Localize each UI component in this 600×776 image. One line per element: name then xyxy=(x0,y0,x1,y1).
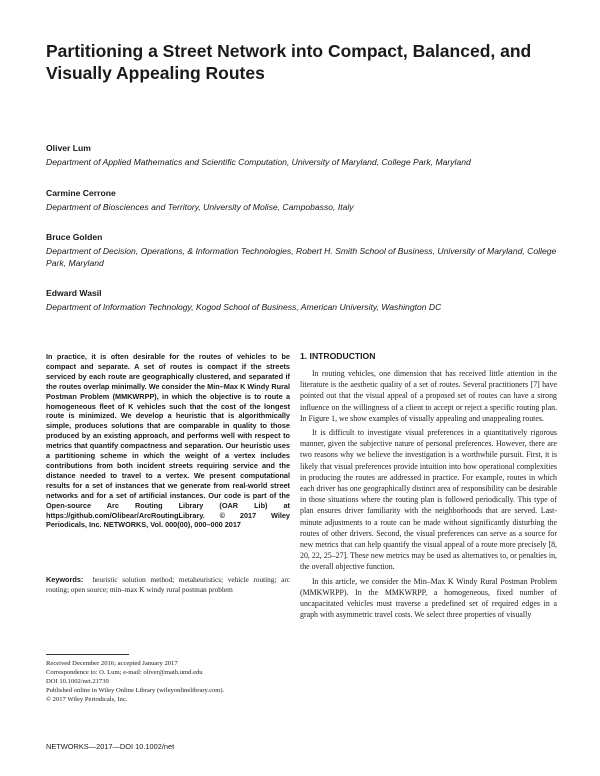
publication-notes xyxy=(46,659,290,704)
page-footer: NETWORKS—2017—DOI 10.1002/net xyxy=(46,742,175,751)
copyright-note: © 2017 Wiley Periodicals, Inc. xyxy=(46,696,128,704)
doi-note: DOI 10.1002/net.21730 xyxy=(46,678,109,686)
section-heading: 1. INTRODUCTION xyxy=(300,351,376,361)
author-name: Carmine Cerrone xyxy=(46,187,116,198)
introduction-section xyxy=(300,351,557,620)
author-name: Oliver Lum xyxy=(46,143,91,153)
received-note: Received December 2016; accepted January 2017 xyxy=(46,660,178,667)
author-affiliation: Department of Decision, Operations, & Information Technologies, Robert H. Smith School of Business, University of Maryland, College Park, Maryland xyxy=(46,246,557,268)
published-note: Published online in Wiley Online Library (wileyonlinelibrary.com). xyxy=(46,687,225,695)
body-paragraph: In routing vehicles, one dimension that has received little attention in the literature is the aesthetic quality of a set of routes. Several practitioners [7] have pointed out that the visual appeal of a proposed set of routes can have a strong influence on the willingness of a client to accept or reject a specific routing plan. In Figure 1, we show examples of visually appealing and unappealing routes. xyxy=(300,369,557,423)
body-paragraph: It is difficult to investigate visual preferences in a quantitatively rigorous manner, given the subjective nature of personal preferences. However, there are two reasons why we believe the investigation is a worthwhile pursuit. First, it is likely that visual preferences provide intuition into how operational complexities in producing the routes are addressed in practice. For example, routes in which each driver has one geographically distinct area of responsibility can be desirable in those situations where the routing plan is followed periodically. This type of plan ensures driver familiarity with the neighborhoods that are served. Last-minute adjustments to a route can be made without significantly disturbing the routes of other drivers. Second, the visual preferences can serve as a source for new metrics that can help quantify the visual appeal of a route more precisely [8, 20, 22, 25–27]. These new metrics may be used as alternatives to, or penalties in, the overall objective function. xyxy=(300,428,557,572)
author-block xyxy=(46,288,566,314)
author-name: Edward Wasil xyxy=(46,288,102,298)
keywords xyxy=(46,575,290,594)
footnote-divider xyxy=(46,654,129,655)
abstract: In practice, it is often desirable for the routes of vehicles to be compact and separate. A set of routes is compact if the streets serviced by each route are geographically clustered, and separated if the routes overlap minimally. We consider the Min–Max K Windy Rural Postman Problem (MMKWRPP), in which the objective is to route a homogeneous fleet of K vehicles such that the cost of the longest route is minimized. We develop a heuristic that is algorithmically simple, produces solutions that are comparable in quality to those produced by an existing approach, and performs well with respect to metrics that quantify compactness and separation. Our heuristic uses a partitioning scheme in which the weight of a vertex includes contributions from both incident streets requiring service and the distance needed to travel to a vertex. We present computational results for a set of instances that we generate from real-world street networks and for a set of artificial instances. Our code is part of the Open-source Arc Routing Library (OAR Lib) at https://github.com/Olibear/ArcRoutingLibrary. © 2017 Wiley Periodicals, Inc. NETWORKS, Vol. 000(00), 000–000 2017 xyxy=(46,352,290,530)
author-affiliation: Department of Information Technology, Kogod School of Business, American University, Washington DC xyxy=(46,302,442,312)
correspondence-note: Correspondence to: O. Lum; e-mail: oliver@math.umd.edu xyxy=(46,669,203,677)
author-block xyxy=(46,232,566,269)
author-block xyxy=(46,188,566,214)
keywords-text: heuristic solution method; metaheuristics; vehicle routing; arc routing; open source; min–max K windy rural postman problem xyxy=(46,575,290,594)
author-affiliation: Department of Applied Mathematics and Scientific Computation, University of Maryland, College Park, Maryland xyxy=(46,157,471,167)
author-block xyxy=(46,143,566,169)
keywords-label: Keywords: xyxy=(46,575,84,584)
paper-title: Partitioning a Street Network into Compact, Balanced, and Visually Appealing Routes xyxy=(46,41,532,83)
author-list xyxy=(46,143,566,333)
author-name: Bruce Golden xyxy=(46,232,103,242)
body-paragraph: In this article, we consider the Min–Max K Windy Rural Postman Problem (MMKWRPP). In the MMKWRPP, a homogeneous, fixed number of uncapacitated vehicles must traverse a predefined set of required edges in a graph with asymmetric travel costs. We select three properties of visually xyxy=(300,576,557,620)
author-affiliation: Department of Biosciences and Territory, University of Molise, Campobasso, Italy xyxy=(46,201,354,212)
